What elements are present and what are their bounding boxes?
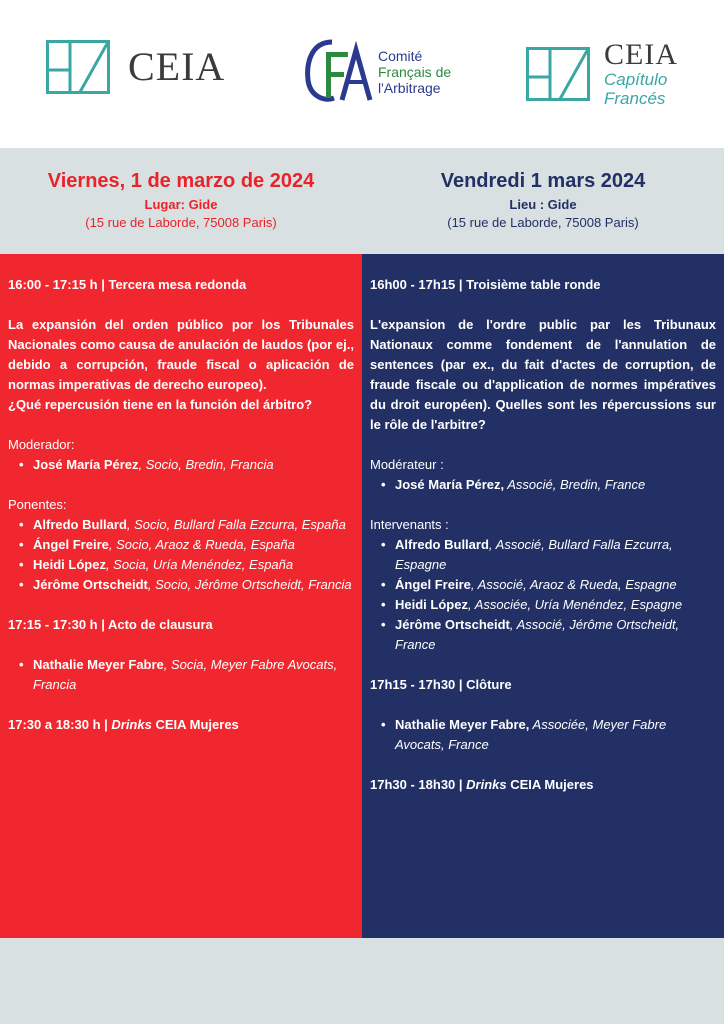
drinks-time: 17:30 a 18:30 h |: [8, 717, 112, 732]
person-affiliation: , Socio, Araoz & Rueda, España: [108, 537, 295, 552]
list-item: [8, 555, 354, 575]
session-description: [370, 315, 716, 435]
person-affiliation: Associé, Bredin, France: [504, 477, 646, 492]
address-fr: (15 rue de Laborde, 75008 Paris): [447, 215, 639, 230]
moderator-label: Modérateur :: [370, 457, 444, 472]
ceia-logo: [46, 40, 225, 94]
closing-list: [8, 655, 354, 695]
cfa-text-line2: Français de: [378, 64, 452, 80]
session-title: 16h00 - 17h15 | Troisième table ronde: [370, 277, 601, 292]
drinks-suffix: CEIA Mujeres: [506, 777, 594, 792]
moderator-label: Moderador:: [8, 437, 75, 452]
person-affiliation: , Associée, Uría Menéndez, Espagne: [467, 597, 683, 612]
speakers-label: Ponentes:: [8, 497, 67, 512]
list-item: [8, 455, 354, 475]
person-name: Ángel Freire: [395, 577, 471, 592]
person-name: Jérôme Ortscheidt: [395, 617, 510, 632]
speakers-list: [370, 535, 716, 655]
person-name: Heidi López: [33, 557, 106, 572]
ceia-capitulo-sub1: Capítulo: [604, 70, 668, 89]
speakers-list: [8, 515, 354, 595]
cfa-mark-icon: [302, 36, 378, 108]
date-band: [0, 148, 724, 254]
date-title-es: Viernes, 1 de marzo de 2024: [47, 170, 315, 192]
date-title-fr: Vendredi 1 mars 2024: [440, 170, 646, 192]
list-item: [370, 535, 716, 575]
person-name: Nathalie Meyer Fabre,: [395, 717, 530, 732]
person-affiliation: , Associé, Araoz & Rueda, Espagne: [470, 577, 677, 592]
ceia-capitulo-sub2: Francés: [604, 89, 666, 108]
closing-list: [370, 715, 716, 755]
ceia-mark-icon: [46, 40, 110, 94]
program-panel-fr: [362, 254, 724, 938]
person-affiliation: , Socia, Uría Menéndez, España: [105, 557, 294, 572]
venue-fr: Lieu : Gide: [509, 197, 577, 212]
moderator-list: [370, 475, 716, 495]
person-affiliation: , Socio, Bullard Falla Ezcurra, España: [126, 517, 346, 532]
drinks-title: [8, 715, 354, 735]
cfa-logo: [302, 36, 451, 108]
list-item: [8, 535, 354, 555]
person-name: Jérôme Ortscheidt: [33, 577, 148, 592]
date-block-es: [0, 168, 362, 232]
ceia-capitulo-logo: [526, 40, 678, 108]
person-name: Alfredo Bullard: [33, 517, 127, 532]
person-affiliation: , Socia, Meyer Fabre Avocats, Francia: [33, 657, 338, 692]
drinks-word: Drinks: [111, 717, 152, 732]
person-affiliation: , Socio, Jérôme Ortscheidt, Francia: [147, 577, 352, 592]
list-item: [370, 595, 716, 615]
list-item: [370, 615, 716, 655]
person-affiliation: , Socio, Bredin, Francia: [138, 457, 274, 472]
cfa-logo-text: [378, 48, 451, 96]
cfa-text-line1: Comité: [378, 48, 423, 64]
session-title: 16:00 - 17:15 h | Tercera mesa redonda: [8, 277, 247, 292]
list-item: [8, 575, 354, 595]
program-panel-es: [0, 254, 362, 938]
date-block-fr: [362, 168, 724, 232]
drinks-title: [370, 775, 716, 795]
ceia-capitulo-name: CEIA: [604, 38, 678, 71]
address-es: (15 rue de Laborde, 75008 Paris): [85, 215, 277, 230]
person-name: José María Pérez: [33, 457, 139, 472]
drinks-time: 17h30 - 18h30 |: [370, 777, 467, 792]
list-item: [370, 715, 716, 755]
ceia-mark-icon: [526, 47, 590, 101]
person-affiliation: Associée, Meyer Fabre Avocats, France: [395, 717, 667, 752]
person-name: Heidi López: [395, 597, 468, 612]
header: [0, 0, 724, 148]
session-description-text: La expansión del orden público por los Tribunales Nacionales como causa de anulación de laudos (por ej., debido a corrupción, fraude fiscal o aplicación de normas imperativas de derecho europeo).: [8, 317, 354, 392]
person-name: Alfredo Bullard: [395, 537, 489, 552]
list-item: [370, 475, 716, 495]
footer-band: [0, 938, 724, 1024]
closing-title: 17:15 - 17:30 h | Acto de clausura: [8, 617, 213, 632]
drinks-suffix: CEIA Mujeres: [151, 717, 239, 732]
session-description: [8, 315, 354, 415]
closing-title: 17h15 - 17h30 | Clôture: [370, 677, 512, 692]
person-name: Ángel Freire: [33, 537, 109, 552]
ceia-capitulo-text: [604, 40, 678, 108]
session-description-text: L'expansion de l'ordre public par les Tribunaux Nationaux comme fondement de l'annulation de sentences (par ex., du fait d'actes de corruption, de fraude fiscale ou d'application de normes impératives du droit européen). Quelles sont les répercussions sur le rôle de l'arbitre?: [370, 317, 716, 432]
list-item: [8, 655, 354, 695]
person-name: Nathalie Meyer Fabre: [33, 657, 164, 672]
list-item: [8, 515, 354, 535]
cfa-text-line3: l'Arbitrage: [378, 80, 441, 96]
person-affiliation: , Associé, Jérôme Ortscheidt, France: [395, 617, 680, 652]
person-name: José María Pérez,: [395, 477, 505, 492]
list-item: [370, 575, 716, 595]
ceia-logo-text: CEIA: [128, 44, 226, 89]
person-affiliation: , Associé, Bullard Falla Ezcurra, Espagne: [395, 537, 673, 572]
moderator-list: [8, 455, 354, 475]
speakers-label: Intervenants :: [370, 517, 449, 532]
drinks-word: Drinks: [466, 777, 507, 792]
session-question-text: ¿Qué repercusión tiene en la función del árbitro?: [8, 397, 313, 412]
venue-es: Lugar: Gide: [144, 197, 218, 212]
